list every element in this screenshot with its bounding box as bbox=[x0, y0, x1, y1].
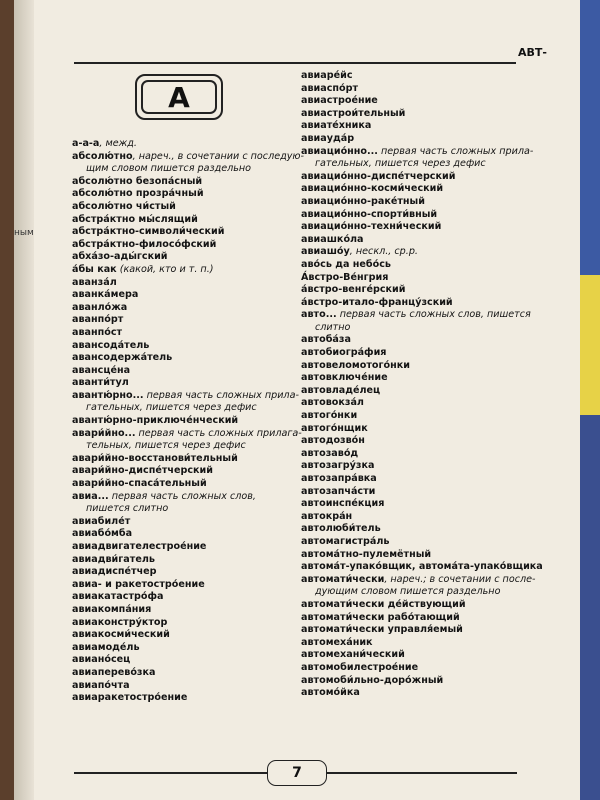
entry-headword: аванпо́рт bbox=[72, 314, 124, 326]
dictionary-entry bbox=[301, 612, 533, 625]
entry-note-continuation: пишется слитно bbox=[86, 503, 169, 515]
dictionary-entry bbox=[72, 680, 298, 693]
dictionary-entry bbox=[72, 214, 298, 227]
dictionary-entry bbox=[301, 234, 533, 247]
entry-note-continuation: гательных, пишется через дефис bbox=[86, 402, 257, 414]
entry-headword: автовокза́л bbox=[301, 397, 364, 409]
dictionary-entry bbox=[72, 566, 298, 579]
page-gutter bbox=[14, 0, 34, 800]
entry-headword: авиацио́нно-косми́ческий bbox=[301, 183, 444, 195]
dictionary-entry bbox=[72, 591, 298, 604]
entry-headword: автомеха́ник bbox=[301, 636, 373, 648]
entry-note: , нареч., в сочетании с последую- bbox=[132, 150, 304, 162]
entry-headword: автозагру́зка bbox=[301, 460, 375, 472]
dictionary-entry bbox=[301, 309, 533, 322]
entry-headword: авиано́сец bbox=[72, 654, 131, 666]
entry-headword: авиа- и ракетостро́ение bbox=[72, 578, 205, 590]
dictionary-entry bbox=[301, 108, 533, 121]
entry-headword: аво́сь да небо́сь bbox=[301, 258, 391, 270]
dictionary-entry bbox=[72, 491, 298, 504]
footer-rule-right bbox=[327, 772, 517, 774]
dictionary-entry bbox=[301, 473, 533, 486]
dictionary-entry bbox=[301, 448, 533, 461]
entry-note: первая часть сложных прила- bbox=[377, 145, 534, 157]
entry-headword: авиадви́гатель bbox=[72, 553, 155, 565]
dictionary-entry bbox=[301, 649, 533, 662]
entry-headword: а-а-а bbox=[72, 138, 100, 149]
entry-headword: авиаспо́рт bbox=[301, 82, 359, 94]
entry-headword: аванза́л bbox=[72, 276, 117, 288]
entry-headword: авиацио́нно-спорти́вный bbox=[301, 208, 438, 220]
dictionary-entry bbox=[72, 377, 298, 390]
entry-headword: автовключе́ние bbox=[301, 372, 388, 384]
entry-headword: автомагистра́ль bbox=[301, 535, 390, 547]
entry-headword: абсолю́тно безопа́сный bbox=[72, 175, 203, 187]
dictionary-entry bbox=[72, 302, 298, 315]
dictionary-entry bbox=[301, 423, 533, 436]
entry-headword: аванпо́ст bbox=[72, 326, 123, 338]
dictionary-entry bbox=[301, 246, 533, 259]
dictionary-entry bbox=[301, 687, 533, 700]
entry-headword: авиакатастро́фа bbox=[72, 591, 164, 603]
entry-headword: авиате́хника bbox=[301, 120, 372, 132]
page-number: 7 bbox=[267, 760, 327, 786]
entry-headword: авансце́на bbox=[72, 364, 131, 376]
dictionary-entry bbox=[72, 541, 298, 554]
entry-headword: А́встро-Ве́нгрия bbox=[301, 271, 389, 283]
entry-headword: абсолю́тно bbox=[72, 150, 133, 162]
entry-headword: авиабо́мба bbox=[72, 528, 133, 540]
entry-headword: абсолю́тно прозра́чный bbox=[72, 188, 204, 200]
dictionary-entry bbox=[301, 272, 533, 285]
entry-headword: автома́тно-пулемётный bbox=[301, 548, 432, 560]
dictionary-entry bbox=[301, 599, 533, 612]
entry-headword: авари́йно-диспе́тчерский bbox=[72, 465, 213, 477]
entry-headword: авиаперево́зка bbox=[72, 666, 156, 678]
entry-headword: автолюби́тель bbox=[301, 523, 381, 535]
entry-note-continuation: щим словом пишется раздельно bbox=[86, 163, 252, 175]
entry-headword: а́встро-итало-францу́зский bbox=[301, 296, 453, 308]
entry-headword: авто... bbox=[301, 309, 337, 321]
entry-headword: абха́зо-ады́гский bbox=[72, 251, 168, 263]
entry-headword: авиацио́нно-раке́тный bbox=[301, 195, 425, 207]
dictionary-entry bbox=[301, 624, 533, 637]
entry-headword: авиауда́р bbox=[301, 132, 355, 144]
dictionary-entry bbox=[72, 289, 298, 302]
dictionary-entry bbox=[72, 188, 298, 201]
dictionary-entry bbox=[301, 511, 533, 524]
entry-headword: авиакомпа́ния bbox=[72, 603, 152, 615]
entry-headword: автоинспе́кция bbox=[301, 498, 385, 510]
section-letter-frame bbox=[135, 74, 223, 120]
entry-headword: автого́нщик bbox=[301, 422, 368, 434]
entry-headword: автомати́чески де́йствующий bbox=[301, 598, 466, 610]
dictionary-entry bbox=[301, 120, 533, 133]
entry-headword: автокра́н bbox=[301, 510, 353, 522]
dictionary-entry bbox=[72, 617, 298, 630]
entry-headword: авиашо́у bbox=[301, 246, 350, 258]
entry-headword: автого́нки bbox=[301, 410, 358, 422]
dictionary-page bbox=[14, 0, 580, 800]
entry-headword: автоба́за bbox=[301, 334, 351, 346]
dictionary-entry bbox=[301, 486, 533, 499]
dictionary-entry bbox=[72, 176, 298, 189]
dictionary-entry bbox=[72, 478, 298, 491]
dictionary-entry bbox=[72, 415, 298, 428]
dictionary-entry bbox=[301, 662, 533, 675]
entry-note: первая часть сложных прилага- bbox=[135, 427, 302, 439]
entry-headword: авиабиле́т bbox=[72, 515, 131, 527]
entry-note: , нареч.; в сочетании с после- bbox=[384, 573, 536, 585]
running-head: АВТ- bbox=[518, 46, 547, 59]
dictionary-entry bbox=[72, 465, 298, 478]
entry-headword: автомати́чески рабо́тающий bbox=[301, 611, 460, 623]
entry-headword: аванка́мера bbox=[72, 289, 139, 301]
dictionary-entry bbox=[301, 146, 533, 159]
entry-headword: автозапра́вка bbox=[301, 473, 377, 484]
entry-headword: автомоби́льно-доро́жный bbox=[301, 674, 444, 686]
dictionary-entry bbox=[301, 460, 533, 473]
dictionary-entry bbox=[72, 503, 298, 516]
dictionary-entry bbox=[301, 549, 533, 562]
entry-headword: авиакосми́ческий bbox=[72, 629, 170, 641]
cover-lower-band bbox=[580, 415, 600, 800]
entry-headword: автомо́йка bbox=[301, 687, 360, 699]
entry-headword: авиаракетостро́ение bbox=[72, 692, 188, 704]
entry-headword: автомати́чески управля́емый bbox=[301, 624, 463, 636]
entry-headword: автозаво́д bbox=[301, 447, 359, 459]
entry-headword: авиацио́нно-диспе́тчерский bbox=[301, 170, 456, 182]
entry-note: первая часть сложных прила- bbox=[143, 389, 299, 401]
entry-headword: автобиогра́фия bbox=[301, 347, 387, 359]
entry-headword: авиаконстру́ктор bbox=[72, 616, 168, 628]
dictionary-entry bbox=[301, 209, 533, 222]
dictionary-entry bbox=[301, 536, 533, 549]
entry-headword: авансодержа́тель bbox=[72, 352, 173, 364]
entry-headword: автомехани́ческий bbox=[301, 649, 405, 661]
dictionary-entry bbox=[72, 654, 298, 667]
entry-headword: аванло́жа bbox=[72, 301, 128, 313]
dictionary-entry bbox=[301, 573, 536, 587]
dictionary-entry bbox=[301, 133, 533, 146]
entry-note: (какой, кто и т. п.) bbox=[116, 263, 214, 275]
entry-note: , нескл., ср.р. bbox=[349, 246, 418, 258]
dictionary-entry bbox=[72, 692, 298, 705]
dictionary-entry bbox=[72, 579, 298, 592]
dictionary-entry bbox=[72, 163, 298, 176]
dictionary-entry bbox=[301, 372, 533, 385]
entry-headword: авиастрои́тельный bbox=[301, 107, 406, 119]
dictionary-entry bbox=[301, 322, 533, 335]
dictionary-entry bbox=[72, 251, 298, 264]
dictionary-entry bbox=[72, 528, 298, 541]
dictionary-entry bbox=[72, 352, 298, 365]
dictionary-entry bbox=[301, 297, 533, 310]
entry-headword: авиадвигателестрое́ние bbox=[72, 541, 207, 552]
entry-note: , межд. bbox=[99, 138, 137, 149]
dictionary-entry bbox=[72, 402, 298, 415]
dictionary-entry bbox=[301, 171, 533, 184]
dictionary-entry bbox=[72, 277, 298, 290]
book-cover-edge bbox=[580, 0, 600, 800]
entry-headword: абстра́ктно-филосо́фский bbox=[72, 238, 217, 250]
entry-headword: авиа... bbox=[72, 490, 109, 502]
dictionary-entry bbox=[72, 201, 298, 214]
entry-headword: авари́йно-восстанови́тельный bbox=[72, 452, 238, 464]
entry-headword: авиацио́нно... bbox=[301, 145, 378, 157]
entry-headword: автодозво́н bbox=[301, 435, 365, 447]
dictionary-entry bbox=[72, 327, 298, 340]
dictionary-entry bbox=[72, 629, 298, 642]
entry-headword: авиаре́йс bbox=[301, 70, 353, 81]
dictionary-entry bbox=[301, 158, 533, 171]
entry-headword: автомати́чески bbox=[301, 573, 385, 585]
dictionary-entry bbox=[301, 284, 533, 297]
entry-headword: абстра́ктно мы́слящий bbox=[72, 213, 198, 225]
dictionary-entry bbox=[72, 667, 298, 680]
dictionary-entry bbox=[72, 642, 298, 655]
dictionary-entry bbox=[301, 561, 543, 574]
entry-headword: автозапча́сти bbox=[301, 485, 376, 497]
dictionary-entry bbox=[301, 95, 533, 108]
dictionary-entry bbox=[72, 150, 304, 164]
cover-yellow-band bbox=[580, 275, 600, 415]
dictionary-entry bbox=[301, 435, 533, 448]
dictionary-entry bbox=[72, 427, 302, 441]
dictionary-entry bbox=[72, 340, 298, 353]
dictionary-entry bbox=[301, 410, 533, 423]
dictionary-entry bbox=[301, 523, 533, 536]
entry-note-continuation: дующим словом пишется раздельно bbox=[315, 586, 501, 598]
dictionary-entry bbox=[72, 604, 298, 617]
dictionary-entry bbox=[301, 221, 533, 234]
dictionary-entry bbox=[301, 637, 533, 650]
entry-headword: авансода́тель bbox=[72, 339, 150, 351]
entry-note: первая часть сложных слов, пишется bbox=[336, 309, 531, 321]
entry-headword: авантю́рно... bbox=[72, 389, 144, 401]
dictionary-entry bbox=[72, 365, 298, 378]
entry-headword: авиапо́чта bbox=[72, 679, 130, 691]
dictionary-entry bbox=[301, 83, 533, 96]
section-letter: А bbox=[141, 80, 217, 114]
dictionary-entry bbox=[72, 314, 298, 327]
dictionary-entry bbox=[301, 259, 533, 272]
entry-headword: автомобилестрое́ние bbox=[301, 661, 419, 673]
entry-headword: автома́т-упако́вщик, автома́та-упако́вщика bbox=[301, 561, 543, 573]
dictionary-entry bbox=[301, 385, 533, 398]
dictionary-entry bbox=[301, 586, 533, 599]
dictionary-entry bbox=[301, 347, 533, 360]
dictionary-entry bbox=[301, 498, 533, 511]
entry-headword: авиадиспе́тчер bbox=[72, 566, 157, 578]
dictionary-entry bbox=[301, 397, 533, 410]
dictionary-entry bbox=[72, 554, 298, 567]
dictionary-entry bbox=[72, 264, 298, 277]
dictionary-entry bbox=[72, 138, 298, 151]
entry-headword: абстра́ктно-символи́ческий bbox=[72, 226, 225, 238]
dictionary-entry bbox=[72, 453, 298, 466]
left-column bbox=[72, 138, 304, 705]
dictionary-entry bbox=[72, 226, 298, 239]
entry-headword: аванти́тул bbox=[72, 377, 129, 389]
dictionary-entry bbox=[72, 239, 298, 252]
entry-headword: авантю́рно-приключе́нческий bbox=[72, 415, 239, 427]
entry-headword: а́встро-венге́рский bbox=[301, 284, 406, 296]
dictionary-entry bbox=[301, 334, 533, 347]
right-column bbox=[301, 70, 543, 700]
dictionary-entry bbox=[301, 70, 533, 83]
dictionary-entry bbox=[301, 183, 533, 196]
dictionary-entry bbox=[301, 360, 533, 373]
dictionary-entry bbox=[72, 440, 298, 453]
entry-headword: автовладе́лец bbox=[301, 384, 381, 396]
entry-headword: авиамоде́ль bbox=[72, 641, 140, 653]
entry-headword: абсолю́тно чи́стый bbox=[72, 200, 176, 212]
entry-headword: автовеломотого́нки bbox=[301, 359, 410, 371]
dictionary-entry bbox=[72, 390, 298, 403]
entry-headword: авиастрое́ние bbox=[301, 95, 378, 107]
entry-note: первая часть сложных слов, bbox=[108, 490, 256, 502]
dictionary-entry bbox=[301, 196, 533, 209]
entry-headword: авиашко́ла bbox=[301, 233, 364, 245]
entry-note-continuation: тельных, пишется через дефис bbox=[86, 440, 246, 452]
entry-headword: авари́йно-спаса́тельный bbox=[72, 478, 207, 490]
dictionary-entry bbox=[301, 675, 533, 688]
previous-page-edge-text: ным bbox=[14, 228, 34, 238]
entry-headword: авиацио́нно-техни́ческий bbox=[301, 221, 442, 233]
entry-headword: авари́йно... bbox=[72, 427, 136, 439]
header-rule bbox=[74, 62, 516, 64]
dictionary-entry bbox=[72, 516, 298, 529]
entry-note-continuation: гательных, пишется через дефис bbox=[315, 158, 486, 170]
entry-headword: а́бы как bbox=[72, 263, 117, 275]
entry-note-continuation: слитно bbox=[315, 321, 351, 333]
footer-rule-left bbox=[74, 772, 267, 774]
